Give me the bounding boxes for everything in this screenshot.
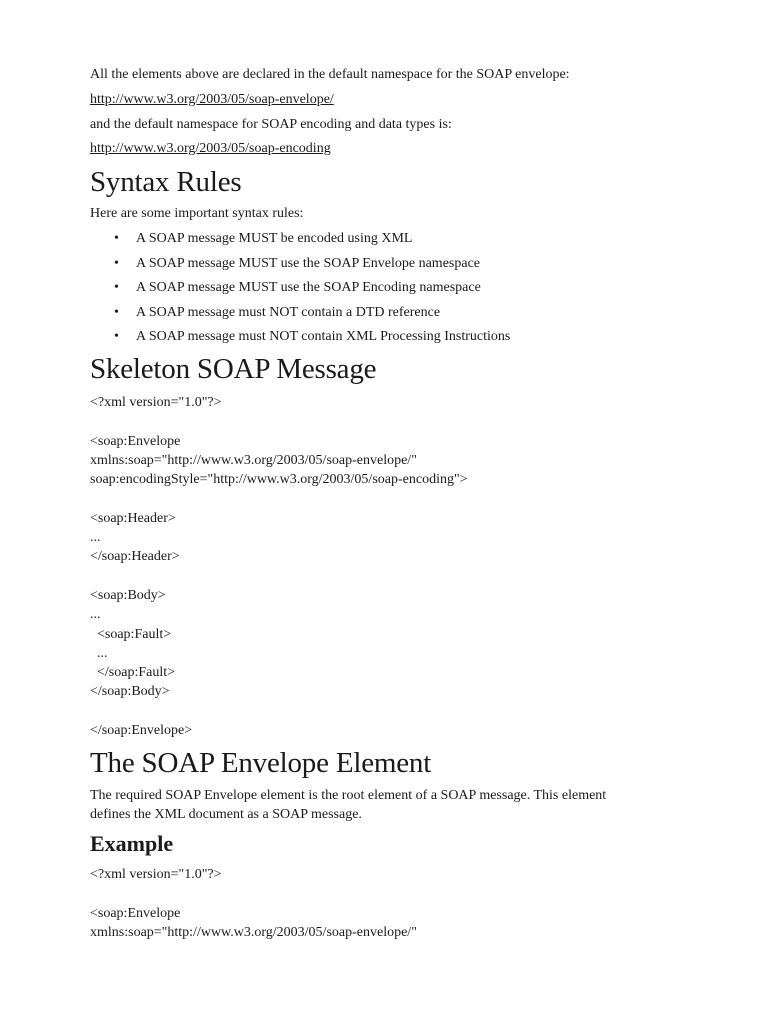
bullet-icon: • [114, 280, 119, 296]
bullet-icon: • [114, 231, 119, 246]
code-line: </soap:Fault> [90, 665, 176, 681]
code-line: ... [90, 530, 101, 546]
syntax-rules-lead: Here are some important syntax rules: [90, 206, 304, 221]
list-item [90, 254, 690, 279]
rule-text: A SOAP message must NOT contain XML Processing Instructions [136, 329, 511, 345]
intro-text-1: All the elements above are declared in the default namespace for the SOAP envelope: [90, 67, 570, 82]
bullet-icon: • [114, 329, 119, 345]
code-line: <soap:Body> [90, 587, 166, 603]
bullet-icon: • [114, 255, 119, 271]
rule-text: A SOAP message must NOT contain a DTD reference [136, 304, 441, 320]
example-heading: Example [90, 831, 174, 856]
list-item [90, 278, 690, 303]
code-line: </soap:Body> [90, 684, 170, 700]
code-line: </soap:Envelope> [90, 723, 193, 739]
example-code-block [90, 865, 417, 942]
envelope-paragraph-line-1: The required SOAP Envelope element is the root element of a SOAP message. This element [90, 788, 607, 803]
code-line: <soap:Fault> [90, 626, 172, 642]
code-line [90, 567, 468, 586]
envelope-element-heading: The SOAP Envelope Element [90, 747, 432, 779]
soap-envelope-namespace-link[interactable]: http://www.w3.org/2003/05/soap-envelope/ [90, 92, 334, 107]
code-line: ... [90, 607, 101, 623]
rule-text: A SOAP message MUST use the SOAP Encoding namespace [136, 280, 481, 296]
code-line: ... [90, 645, 108, 661]
syntax-rules-heading: Syntax Rules [90, 166, 242, 198]
intro-text-2: and the default namespace for SOAP encoding and data types is: [90, 117, 452, 132]
envelope-paragraph-line-2: defines the XML document as a SOAP message. [90, 807, 362, 822]
code-line: xmlns:soap="http://www.w3.org/2003/05/soap-envelope/" [90, 924, 417, 940]
skeleton-heading: Skeleton SOAP Message [90, 353, 377, 385]
code-line [90, 702, 468, 721]
code-line: <?xml version="1.0"?> [90, 395, 222, 410]
code-line: <soap:Envelope [90, 433, 181, 449]
skeleton-code-block [90, 393, 468, 740]
list-item [90, 327, 690, 352]
list-item [90, 303, 690, 328]
rule-text: A SOAP message MUST be encoded using XML [136, 231, 413, 246]
rule-text: A SOAP message MUST use the SOAP Envelope namespace [136, 255, 480, 271]
code-line: <soap:Header> [90, 510, 176, 526]
code-line [90, 884, 417, 903]
code-line: <soap:Envelope [90, 905, 181, 921]
code-line: xmlns:soap="http://www.w3.org/2003/05/soap-envelope/" [90, 452, 417, 468]
code-line: </soap:Header> [90, 549, 180, 565]
code-line [90, 489, 468, 508]
syntax-rules-list [90, 229, 690, 352]
bullet-icon: • [114, 304, 119, 320]
code-line: soap:encodingStyle="http://www.w3.org/2003/05/soap-encoding"> [90, 472, 468, 488]
list-item [90, 229, 690, 254]
code-line: <?xml version="1.0"?> [90, 867, 222, 882]
soap-encoding-namespace-link[interactable]: http://www.w3.org/2003/05/soap-encoding [90, 141, 331, 156]
code-line [90, 412, 468, 431]
